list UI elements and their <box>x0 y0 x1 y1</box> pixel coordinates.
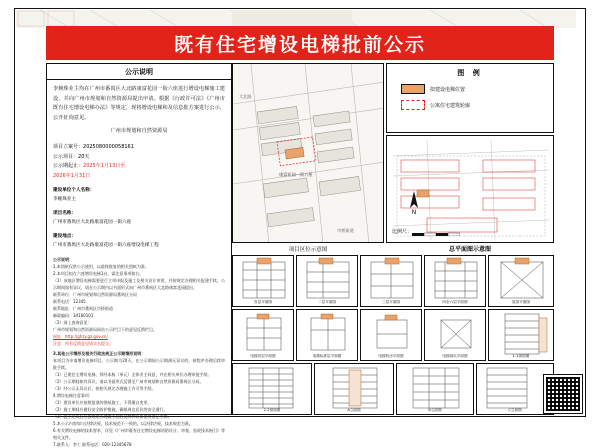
drawing-cell[interactable] <box>360 255 422 307</box>
legend-swatch-outline-icon <box>401 100 425 110</box>
note2-line: 4.增设电梯注意事项： <box>53 393 93 399</box>
note-line: 2.本项目拟在六座增设电梯1台，需注意事项如右。 <box>53 271 144 277</box>
field-label-period: 公示期起止： <box>53 163 84 170</box>
section-text-applicant: 李婉珠业主 <box>53 196 76 202</box>
map-label-site: 康富花园一街六座 <box>279 172 313 177</box>
north-arrow <box>404 190 424 216</box>
site-plan-caption: 总平面图示意图 <box>448 246 491 253</box>
field-label-duration: 公示项目： <box>53 153 79 160</box>
legend-item <box>401 100 553 110</box>
notes-title: 公示说明： <box>53 257 73 263</box>
drawing-cell[interactable] <box>232 309 294 361</box>
scale-label <box>392 228 412 235</box>
drawing-caption: 电梯基坑平面图 <box>442 354 468 358</box>
note2-line: （1）建设单位应按照批准的图纸施工，不得擅自变更。 <box>53 400 152 406</box>
drawing-caption: 二层平面图 <box>318 300 336 304</box>
scale-text: 比例尺： <box>392 229 413 235</box>
note-line-url[interactable]: 网址：http://ghzy.gz.gov.cn/ <box>53 334 108 340</box>
legend-item <box>401 84 553 94</box>
legend-swatch-elevator-icon <box>401 84 425 94</box>
notes2-title: 3.其他公示情形及相关行政法规正公示期情形说明： <box>53 351 146 357</box>
field-label-case-no: 项目立案号： <box>53 144 84 151</box>
drawing-cell[interactable] <box>296 309 358 361</box>
notice-fields <box>53 143 225 181</box>
site-plan-panel[interactable] <box>386 135 554 243</box>
note2-line: （3）施工完成后应按规定办理竣工验收及特种设备使用登记手续。 <box>53 414 172 420</box>
section-title-project: 项目名称： <box>53 211 76 217</box>
notice-section-applicant <box>53 187 225 204</box>
note-line-warning: 注意：所有反馈意见请实名提交。 <box>53 341 113 347</box>
drawing-caption: 2-2剖面图 <box>263 408 281 412</box>
location-map[interactable] <box>232 63 384 243</box>
legend-label: 公寓住宅建筑轮廓 <box>430 102 471 109</box>
drawing-cell[interactable] <box>424 255 486 307</box>
note-line: （2）网上查询意见： <box>53 320 92 326</box>
drawing-cell[interactable] <box>314 363 394 415</box>
drawing-cell[interactable] <box>488 309 554 361</box>
document-title-bar <box>46 26 554 60</box>
drawing-cell[interactable] <box>296 255 358 307</box>
note-line: 广州市规划和自然资源局网站公示栏目下的意见反馈栏目。 <box>53 327 157 333</box>
north-label: N <box>411 209 417 214</box>
field-value-period-end: 2026年1月31日 <box>53 172 91 179</box>
field-value-period-start: 2025年1月13日至 <box>83 163 126 170</box>
note-line: （1）该地区增设电梯需要进行立项申报及施工及相关设计审图，并按规定办理相关报建手续。公示期间如有异议，请在公示期内以书面形式向广州市番禺区大北路康富花园提出。 <box>53 278 225 291</box>
legend-label: 拟建设电梯位置 <box>430 86 466 93</box>
drawing-caption: 四至六层平面图 <box>442 300 468 304</box>
drawing-cell[interactable] <box>232 255 294 307</box>
notice-panel <box>46 63 232 448</box>
note-line: 联系电话：12345 <box>53 299 86 305</box>
note-line: 联系单位：广州市规划和自然资源局番禺区分局 <box>53 292 137 298</box>
notice-section-location <box>53 233 225 250</box>
page-title: 既有住宅增设电梯批前公示 <box>173 33 426 56</box>
drawing-caption: B立面图 <box>428 408 442 412</box>
notice-panel-header: 公示说明 <box>47 64 231 80</box>
drawing-caption: 屋顶平面图 <box>512 300 530 304</box>
drawing-cell[interactable] <box>424 309 486 361</box>
section-text-location: 广州市番禺区大北路康富花园一街六座增设电梯工程 <box>53 242 159 248</box>
drawing-caption: 首层平面图 <box>254 300 272 304</box>
drawing-caption: 电梯机房平面图 <box>378 354 404 358</box>
legend-box <box>386 63 554 133</box>
field-value-case-no: 2025080000058161 <box>83 144 134 151</box>
drawing-cell[interactable] <box>360 309 422 361</box>
note2-line: （1）已建住宅增设电梯，须经本栋（单元）全体业主同意，并在相关单位办理审批手续。 <box>53 372 212 378</box>
drawing-caption: 电梯标准层平面图 <box>312 354 342 358</box>
drawings-grid <box>232 255 554 415</box>
map-caption: 项目区位示意图 <box>288 246 328 253</box>
drawing-cell[interactable] <box>232 363 312 415</box>
section-text-project: 广州市番禺区大北路康富花园一街六座 <box>53 219 132 225</box>
note2-line: （3）经公示无异议后，按相关规定办理施工许可等手续。 <box>53 386 156 392</box>
drawing-cell[interactable] <box>476 363 554 415</box>
note2-line: 7.联系人：李工 联系电话：020-12345678 <box>53 442 132 448</box>
qr-code[interactable] <box>544 375 582 413</box>
drawing-caption: 三层平面图 <box>382 300 400 304</box>
note-line: 1.本图纸仅供公示使用，以最终批复的相关图纸为准。 <box>53 264 149 270</box>
drawing-cell[interactable] <box>488 255 554 307</box>
field-value-duration: 20天 <box>78 153 90 160</box>
drawing-caption: A立面图 <box>347 408 361 412</box>
section-title-applicant: 建设单位个人名称： <box>53 188 95 194</box>
drawing-cell[interactable] <box>396 363 474 415</box>
map-label-street: 市桥街道 <box>337 228 354 233</box>
note2-line: （2）施工期间应做好安全防护措施，确保周边居民的安全通行。 <box>53 407 168 413</box>
note-line: 邮政编码：34160101 <box>53 313 94 319</box>
note2-line: 5.本公示内容如与法律法规、技术规范不一致的，以法律法规、技术规范为准。 <box>53 421 193 427</box>
notice-paragraph: 李婉珠业主均在广州市番禺区大北路康富花园一街六座进行增设电梯施工建设，并向广州市规划和自然资源局提出申请。根据《行政许可法》《广州市既有住宅增设电梯办法》等规定，现将增设电梯和及信息批方案进行公示，公开征询意见。 <box>53 86 225 121</box>
drawing-caption: 电梯首层平面图 <box>250 354 276 358</box>
drawing-caption: C立面图 <box>508 408 522 412</box>
note2-line: 6.有关增设电梯的技术要求，详见《广州市既有住宅增设电梯消防设计、审查、验收技术指引》等相关文件。 <box>53 428 225 441</box>
note2-line: 本项目为申请增设电梯项目，公示期为20天，在公示期间公示期满无异议的，按程序办理后续审批手续。 <box>53 358 225 371</box>
scale-bar-icon <box>412 232 460 236</box>
section-title-location: 建设地点： <box>53 234 76 240</box>
note2-line: （2）公示期间如有异议，请以书面形式反馈至广州市规划和自然资源局番禺区分局。 <box>53 379 204 385</box>
notice-section-project <box>53 210 225 227</box>
legend-title: 图 例 <box>457 69 483 77</box>
map-label-road: 大北路 <box>239 94 252 99</box>
note-line: 联系地址：广州市番禺区市桥街道 <box>53 306 113 312</box>
north-arrow-icon <box>404 190 424 214</box>
drawing-caption: 1-1剖面图 <box>512 354 530 358</box>
notice-publisher: 广州市规划和自然资源局 <box>110 127 168 134</box>
location-map-drawing <box>233 64 384 243</box>
